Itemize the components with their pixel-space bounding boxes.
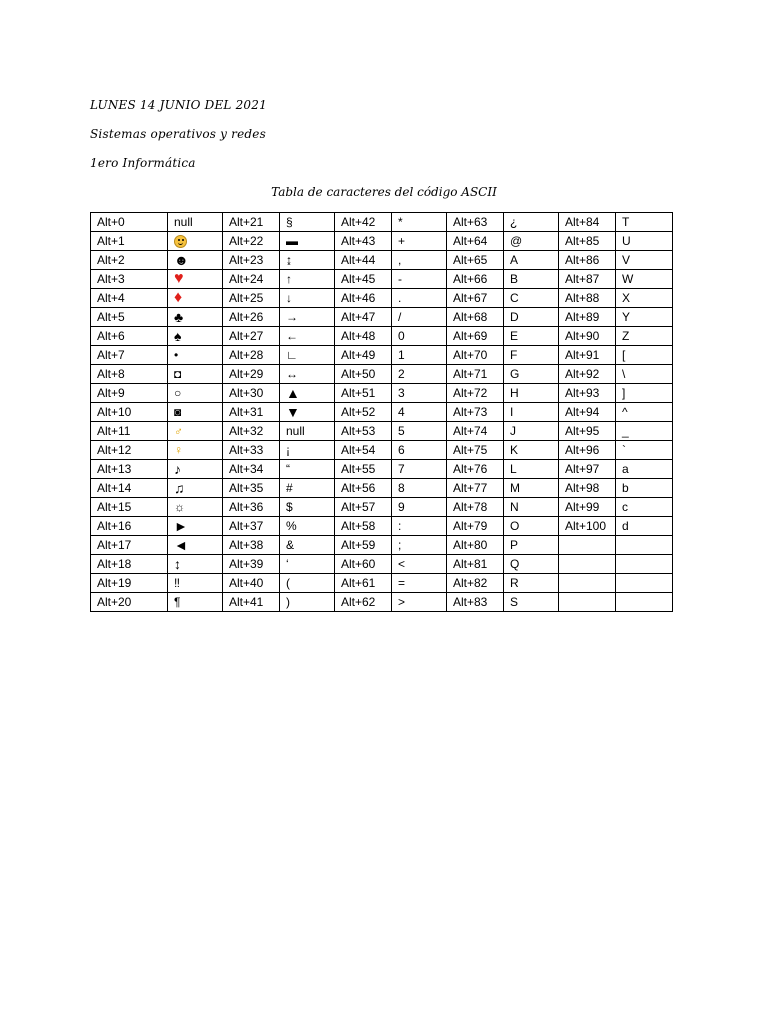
table-row	[91, 232, 673, 251]
heart-icon: ♥	[168, 270, 223, 289]
symbol-cell: &	[280, 536, 335, 555]
symbol-cell	[616, 593, 673, 612]
alt-code-cell: Alt+45	[335, 270, 392, 289]
symbol-cell: <	[392, 555, 447, 574]
symbol-cell: E	[504, 327, 559, 346]
alt-code-cell: Alt+75	[447, 441, 504, 460]
symbol-cell: 4	[392, 403, 447, 422]
symbol-cell: H	[504, 384, 559, 403]
alt-code-cell: Alt+40	[223, 574, 280, 593]
symbol-cell: $	[280, 498, 335, 517]
symbol-cell: null	[280, 422, 335, 441]
symbol-cell: 7	[392, 460, 447, 479]
alt-code-cell: Alt+98	[559, 479, 616, 498]
symbol-cell: R	[504, 574, 559, 593]
alt-code-cell: Alt+70	[447, 346, 504, 365]
alt-code-cell: Alt+36	[223, 498, 280, 517]
symbol-cell: ;	[392, 536, 447, 555]
alt-code-cell: Alt+41	[223, 593, 280, 612]
table-row	[91, 555, 673, 574]
alt-code-cell: Alt+26	[223, 308, 280, 327]
alt-code-cell: Alt+97	[559, 460, 616, 479]
symbol-cell: L	[504, 460, 559, 479]
table-row	[91, 270, 673, 289]
symbol-cell: #	[280, 479, 335, 498]
alt-code-cell: Alt+23	[223, 251, 280, 270]
alt-code-cell	[559, 593, 616, 612]
table-row	[91, 365, 673, 384]
table-row	[91, 479, 673, 498]
alt-code-cell: Alt+9	[91, 384, 168, 403]
symbol-cell: I	[504, 403, 559, 422]
alt-code-cell: Alt+78	[447, 498, 504, 517]
table-row	[91, 536, 673, 555]
table-row	[91, 574, 673, 593]
symbol-cell: ∟	[280, 346, 335, 365]
symbol-cell: A	[504, 251, 559, 270]
alt-code-cell: Alt+29	[223, 365, 280, 384]
alt-code-cell: Alt+42	[335, 213, 392, 232]
symbol-cell: ◘	[168, 365, 223, 384]
symbol-cell: [	[616, 346, 673, 365]
symbol-cell: ◄	[168, 536, 223, 555]
alt-code-cell: Alt+66	[447, 270, 504, 289]
symbol-cell: Y	[616, 308, 673, 327]
symbol-cell: _	[616, 422, 673, 441]
alt-code-cell: Alt+95	[559, 422, 616, 441]
table-row	[91, 346, 673, 365]
symbol-cell: P	[504, 536, 559, 555]
symbol-cell: )	[280, 593, 335, 612]
alt-code-cell: Alt+35	[223, 479, 280, 498]
alt-code-cell: Alt+81	[447, 555, 504, 574]
symbol-cell: ▼	[280, 403, 335, 422]
symbol-cell: M	[504, 479, 559, 498]
diamond-icon: ♦	[168, 289, 223, 308]
symbol-cell	[616, 536, 673, 555]
alt-code-cell: Alt+3	[91, 270, 168, 289]
alt-code-cell: Alt+20	[91, 593, 168, 612]
alt-code-cell: Alt+85	[559, 232, 616, 251]
symbol-cell: B	[504, 270, 559, 289]
symbol-cell: ‘	[280, 555, 335, 574]
alt-code-cell: Alt+77	[447, 479, 504, 498]
alt-code-cell	[559, 574, 616, 593]
alt-code-cell: Alt+74	[447, 422, 504, 441]
alt-code-cell: Alt+27	[223, 327, 280, 346]
alt-code-cell: Alt+72	[447, 384, 504, 403]
symbol-cell: ¡	[280, 441, 335, 460]
alt-code-cell: Alt+91	[559, 346, 616, 365]
symbol-cell: ♂	[168, 422, 223, 441]
alt-code-cell: Alt+88	[559, 289, 616, 308]
symbol-cell: U	[616, 232, 673, 251]
alt-code-cell: Alt+46	[335, 289, 392, 308]
alt-code-cell: Alt+76	[447, 460, 504, 479]
alt-code-cell: Alt+51	[335, 384, 392, 403]
alt-code-cell: Alt+80	[447, 536, 504, 555]
alt-code-cell: Alt+62	[335, 593, 392, 612]
symbol-cell: 1	[392, 346, 447, 365]
symbol-cell: *	[392, 213, 447, 232]
symbol-cell: :	[392, 517, 447, 536]
symbol-cell: Z	[616, 327, 673, 346]
alt-code-cell: Alt+2	[91, 251, 168, 270]
alt-code-cell: Alt+53	[335, 422, 392, 441]
symbol-cell: /	[392, 308, 447, 327]
alt-code-cell: Alt+71	[447, 365, 504, 384]
symbol-cell: ^	[616, 403, 673, 422]
table-row	[91, 251, 673, 270]
alt-code-cell: Alt+90	[559, 327, 616, 346]
symbol-cell: “	[280, 460, 335, 479]
table-row	[91, 308, 673, 327]
alt-code-cell: Alt+68	[447, 308, 504, 327]
symbol-cell: `	[616, 441, 673, 460]
symbol-cell: N	[504, 498, 559, 517]
table-row	[91, 498, 673, 517]
alt-code-cell: Alt+67	[447, 289, 504, 308]
alt-code-cell: Alt+31	[223, 403, 280, 422]
ascii-table	[90, 212, 673, 612]
alt-code-cell: Alt+55	[335, 460, 392, 479]
alt-code-cell: Alt+18	[91, 555, 168, 574]
symbol-cell: V	[616, 251, 673, 270]
alt-code-cell: Alt+37	[223, 517, 280, 536]
symbol-cell: @	[504, 232, 559, 251]
table-row	[91, 460, 673, 479]
symbol-cell: ○	[168, 384, 223, 403]
symbol-cell: ↨	[280, 251, 335, 270]
alt-code-cell: Alt+33	[223, 441, 280, 460]
symbol-cell: 0	[392, 327, 447, 346]
symbol-cell: ↔	[280, 365, 335, 384]
table-row	[91, 422, 673, 441]
symbol-cell: O	[504, 517, 559, 536]
symbol-cell: ♀	[168, 441, 223, 460]
alt-code-cell: Alt+57	[335, 498, 392, 517]
alt-code-cell: Alt+82	[447, 574, 504, 593]
symbol-cell: ♠	[168, 327, 223, 346]
alt-code-cell: Alt+59	[335, 536, 392, 555]
alt-code-cell: Alt+6	[91, 327, 168, 346]
alt-code-cell: Alt+100	[559, 517, 616, 536]
symbol-cell: %	[280, 517, 335, 536]
symbol-cell: T	[616, 213, 673, 232]
symbol-cell: a	[616, 460, 673, 479]
symbol-cell: X	[616, 289, 673, 308]
subject-line: Sistemas operativos y redes	[90, 127, 266, 141]
alt-code-cell: Alt+83	[447, 593, 504, 612]
symbol-cell: .	[392, 289, 447, 308]
symbol-cell: c	[616, 498, 673, 517]
symbol-cell: ►	[168, 517, 223, 536]
symbol-cell: >	[392, 593, 447, 612]
symbol-cell: +	[392, 232, 447, 251]
table-row	[91, 403, 673, 422]
symbol-cell: 3	[392, 384, 447, 403]
alt-code-cell: Alt+8	[91, 365, 168, 384]
symbol-cell: ↕	[168, 555, 223, 574]
alt-code-cell: Alt+84	[559, 213, 616, 232]
alt-code-cell: Alt+34	[223, 460, 280, 479]
symbol-cell: ←	[280, 327, 335, 346]
table-row	[91, 327, 673, 346]
alt-code-cell: Alt+79	[447, 517, 504, 536]
table-row	[91, 289, 673, 308]
symbol-cell: d	[616, 517, 673, 536]
alt-code-cell: Alt+96	[559, 441, 616, 460]
table-row	[91, 213, 673, 232]
alt-code-cell	[559, 536, 616, 555]
alt-code-cell: Alt+89	[559, 308, 616, 327]
symbol-cell: 6	[392, 441, 447, 460]
alt-code-cell: Alt+14	[91, 479, 168, 498]
alt-code-cell: Alt+16	[91, 517, 168, 536]
alt-code-cell: Alt+11	[91, 422, 168, 441]
smiley-icon	[168, 232, 223, 251]
symbol-cell: ▲	[280, 384, 335, 403]
table-caption: Tabla de caracteres del código ASCII	[271, 185, 497, 199]
symbol-cell: null	[168, 213, 223, 232]
symbol-cell: W	[616, 270, 673, 289]
table-row	[91, 593, 673, 612]
symbol-cell: D	[504, 308, 559, 327]
alt-code-cell: Alt+86	[559, 251, 616, 270]
alt-code-cell: Alt+1	[91, 232, 168, 251]
alt-code-cell: Alt+38	[223, 536, 280, 555]
symbol-cell: \	[616, 365, 673, 384]
symbol-cell: S	[504, 593, 559, 612]
alt-code-cell: Alt+49	[335, 346, 392, 365]
alt-code-cell: Alt+15	[91, 498, 168, 517]
alt-code-cell: Alt+4	[91, 289, 168, 308]
symbol-cell: ♫	[168, 479, 223, 498]
symbol-cell	[616, 574, 673, 593]
alt-code-cell: Alt+93	[559, 384, 616, 403]
alt-code-cell: Alt+99	[559, 498, 616, 517]
alt-code-cell: Alt+60	[335, 555, 392, 574]
symbol-cell: ]	[616, 384, 673, 403]
symbol-cell: -	[392, 270, 447, 289]
alt-code-cell: Alt+24	[223, 270, 280, 289]
alt-code-cell: Alt+25	[223, 289, 280, 308]
symbol-cell: ♣	[168, 308, 223, 327]
table-row	[91, 441, 673, 460]
date-line: LUNES 14 JUNIO DEL 2021	[90, 98, 267, 112]
table-row	[91, 517, 673, 536]
symbol-cell: ♪	[168, 460, 223, 479]
alt-code-cell: Alt+28	[223, 346, 280, 365]
alt-code-cell: Alt+64	[447, 232, 504, 251]
alt-code-cell: Alt+5	[91, 308, 168, 327]
alt-code-cell: Alt+10	[91, 403, 168, 422]
symbol-cell: K	[504, 441, 559, 460]
alt-code-cell: Alt+19	[91, 574, 168, 593]
symbol-cell: 8	[392, 479, 447, 498]
alt-code-cell: Alt+0	[91, 213, 168, 232]
alt-code-cell: Alt+65	[447, 251, 504, 270]
alt-code-cell: Alt+21	[223, 213, 280, 232]
table-row	[91, 384, 673, 403]
symbol-cell: 2	[392, 365, 447, 384]
symbol-cell: =	[392, 574, 447, 593]
alt-code-cell: Alt+73	[447, 403, 504, 422]
symbol-cell: ¿	[504, 213, 559, 232]
symbol-cell: 9	[392, 498, 447, 517]
alt-code-cell: Alt+52	[335, 403, 392, 422]
symbol-cell: G	[504, 365, 559, 384]
alt-code-cell: Alt+63	[447, 213, 504, 232]
alt-code-cell: Alt+58	[335, 517, 392, 536]
alt-code-cell: Alt+87	[559, 270, 616, 289]
alt-code-cell: Alt+61	[335, 574, 392, 593]
alt-code-cell	[559, 555, 616, 574]
course-line: 1ero Informática	[90, 156, 196, 170]
symbol-cell: ,	[392, 251, 447, 270]
alt-code-cell: Alt+47	[335, 308, 392, 327]
symbol-cell: Q	[504, 555, 559, 574]
alt-code-cell: Alt+32	[223, 422, 280, 441]
alt-code-cell: Alt+7	[91, 346, 168, 365]
symbol-cell: →	[280, 308, 335, 327]
symbol-cell: •	[168, 346, 223, 365]
alt-code-cell: Alt+43	[335, 232, 392, 251]
alt-code-cell: Alt+56	[335, 479, 392, 498]
alt-code-cell: Alt+54	[335, 441, 392, 460]
alt-code-cell: Alt+69	[447, 327, 504, 346]
symbol-cell: b	[616, 479, 673, 498]
symbol-cell: ▬	[280, 232, 335, 251]
alt-code-cell: Alt+22	[223, 232, 280, 251]
alt-code-cell: Alt+30	[223, 384, 280, 403]
symbol-cell: §	[280, 213, 335, 232]
alt-code-cell: Alt+94	[559, 403, 616, 422]
alt-code-cell: Alt+92	[559, 365, 616, 384]
symbol-cell: ↑	[280, 270, 335, 289]
symbol-cell: ☻	[168, 251, 223, 270]
alt-code-cell: Alt+44	[335, 251, 392, 270]
symbol-cell: ☼	[168, 498, 223, 517]
symbol-cell: C	[504, 289, 559, 308]
symbol-cell: 5	[392, 422, 447, 441]
symbol-cell: J	[504, 422, 559, 441]
alt-code-cell: Alt+13	[91, 460, 168, 479]
symbol-cell: (	[280, 574, 335, 593]
symbol-cell	[616, 555, 673, 574]
symbol-cell: ↓	[280, 289, 335, 308]
symbol-cell: ◙	[168, 403, 223, 422]
symbol-cell: F	[504, 346, 559, 365]
alt-code-cell: Alt+12	[91, 441, 168, 460]
alt-code-cell: Alt+39	[223, 555, 280, 574]
alt-code-cell: Alt+50	[335, 365, 392, 384]
symbol-cell: ¶	[168, 593, 223, 612]
symbol-cell: ‼	[168, 574, 223, 593]
alt-code-cell: Alt+17	[91, 536, 168, 555]
alt-code-cell: Alt+48	[335, 327, 392, 346]
